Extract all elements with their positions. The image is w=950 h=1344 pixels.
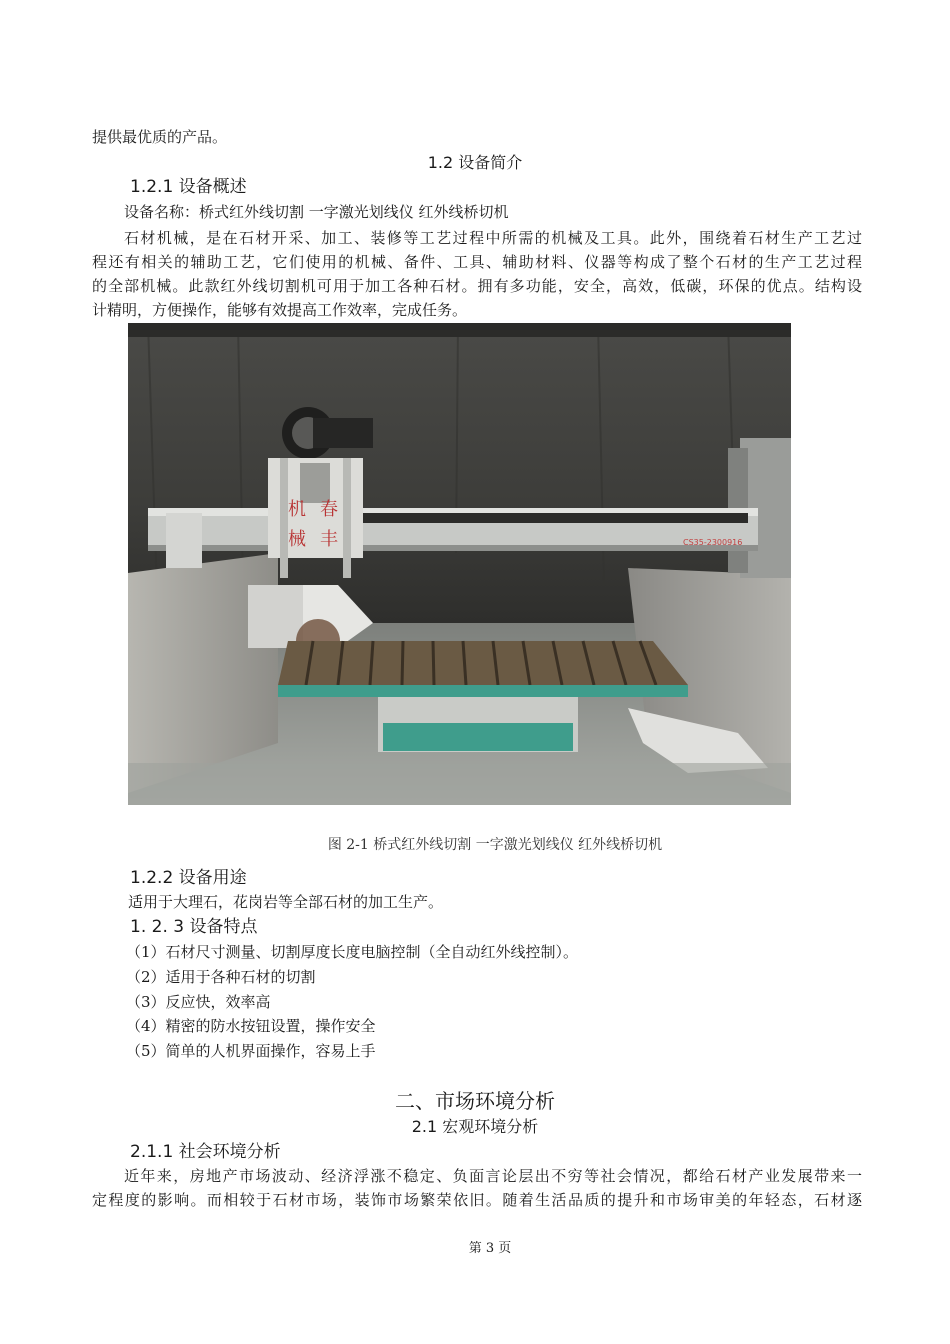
intro-tail-text: 提供最优质的产品。 [92, 128, 228, 146]
usage-text: 适用于大理石，花岗岩等全部石材的加工生产。 [128, 893, 444, 911]
section-1-2-3-heading: 1. 2. 3 设备特点 [130, 917, 258, 937]
machine-label-char: 机 [288, 499, 306, 520]
overview-paragraph-line: 的全部机械。此款红外线切割机可用于加工各种石材。拥有多功能，安全，高效，低碳，环保的优点。结构设 [92, 277, 862, 295]
section-2-1-heading: 2.1 宏观环境分析 [411, 1117, 539, 1136]
chapter-2-heading: 二、市场环境分析 [395, 1089, 555, 1113]
overview-paragraph-line: 计精明，方便操作，能够有效提高工作效率，完成任务。 [92, 301, 468, 319]
section-1-2-2-heading: 1.2.2 设备用途 [130, 868, 247, 888]
figure-caption: 图 2-1 桥式红外线切割 一字激光划线仪 红外线桥切机 [327, 837, 663, 853]
machine-plate-text: CS35-2300916 [683, 538, 743, 547]
page-number: 第 3 页 [468, 1241, 512, 1256]
social-paragraph-line: 近年来，房地产市场波动、经济浮涨不稳定、负面言论层出不穷等社会情况，都给石材产业发展带来一 [124, 1167, 862, 1185]
section-2-1-1-heading: 2.1.1 社会环境分析 [130, 1142, 281, 1162]
feature-list-item: （3）反应快，效率高 [126, 993, 271, 1011]
section-1-2-heading: 1.2 设备简介 [427, 153, 523, 172]
device-name-line: 设备名称：桥式红外线切割 一字激光划线仪 红外线桥切机 [124, 203, 509, 221]
feature-list-item: （1）石材尺寸测量、切割厚度长度电脑控制（全自动红外线控制）。 [126, 943, 579, 961]
feature-list-item: （2）适用于各种石材的切割 [126, 968, 316, 986]
machine-label-char: 春 [320, 499, 338, 520]
machine-label-char: 丰 [320, 529, 338, 550]
feature-list-item: （4）精密的防水按钮设置，操作安全 [126, 1017, 376, 1035]
section-1-2-1-heading: 1.2.1 设备概述 [130, 177, 247, 197]
feature-list-item: （5）简单的人机界面操作，容易上手 [126, 1042, 376, 1060]
social-paragraph-line: 定程度的影响。而相较于石材市场，装饰市场繁荣依旧。随着生活品质的提升和市场审美的年轻态，石材逐 [92, 1191, 862, 1209]
overview-paragraph-line: 程还有相关的辅助工艺，它们使用的机械、备件、工具、辅助材料、仪器等构成了整个石材的生产工艺过程 [92, 253, 862, 271]
machine-label-char: 械 [288, 529, 306, 550]
overview-paragraph-line: 石材机械，是在石材开采、加工、装修等工艺过程中所需的机械及工具。此外，围绕着石材生产工艺过 [124, 229, 862, 247]
machine-photo [128, 323, 791, 805]
